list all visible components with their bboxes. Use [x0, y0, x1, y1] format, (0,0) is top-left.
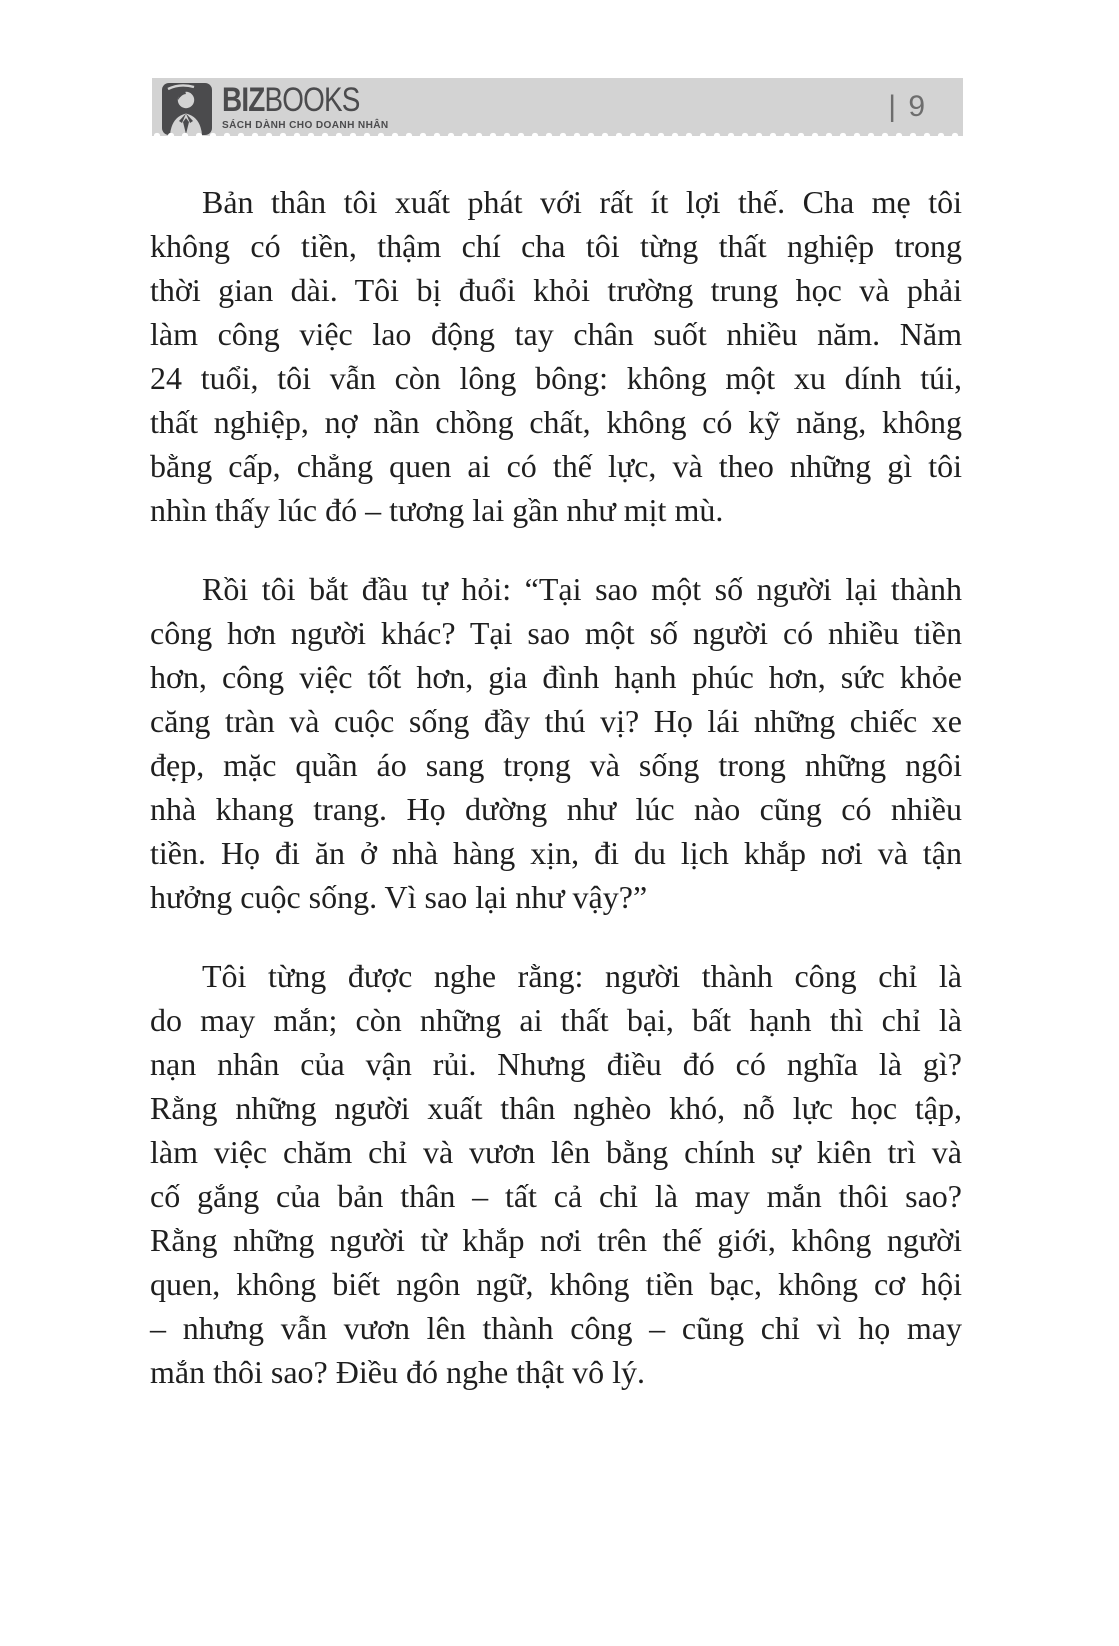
- text-line: tiền. Họ đi ăn ở nhà hàng xịn, đi du lịch khắp nơi và tận: [150, 835, 962, 871]
- text-line: căng tràn và cuộc sống đầy thú vị? Họ lái những chiếc xe: [150, 703, 962, 739]
- logo-text: [222, 80, 396, 131]
- text-line: không có tiền, thậm chí cha tôi từng thất nghiệp trong: [150, 228, 962, 264]
- text-line: Rồi tôi bắt đầu tự hỏi: “Tại sao một số người lại thành: [202, 571, 962, 607]
- text-line: do may mắn; còn những ai thất bại, bất hạnh thì chỉ là: [150, 1002, 962, 1038]
- text-line: – nhưng vẫn vươn lên thành công – cũng chỉ vì họ may: [150, 1310, 962, 1346]
- header-bar: [152, 78, 963, 136]
- text-line: làm công việc lao động tay chân suốt nhiều năm. Năm: [150, 316, 962, 352]
- text-block: [150, 180, 962, 1394]
- text-line: Rằng những người từ khắp nơi trên thế giới, không người: [150, 1222, 962, 1258]
- text-line: thời gian dài. Tôi bị đuổi khỏi trường trung học và phải: [150, 272, 962, 308]
- text-line: thất nghiệp, nợ nần chồng chất, không có kỹ năng, không: [150, 404, 962, 440]
- text-line: làm việc chăm chỉ và vươn lên bằng chính sự kiên trì và: [150, 1134, 962, 1170]
- text-line: cố gắng của bản thân – tất cả chỉ là may mắn thôi sao?: [150, 1178, 962, 1214]
- paragraph: [150, 567, 962, 919]
- text-line: mắn thôi sao? Điều đó nghe thật vô lý.: [150, 1354, 646, 1390]
- text-line: Rằng những người xuất thân nghèo khó, nỗ lực học tập,: [150, 1090, 962, 1126]
- text-line: 24 tuổi, tôi vẫn còn lông bông: không một xu dính túi,: [150, 360, 962, 396]
- text-line: nạn nhân của vận rủi. Nhưng điều đó có nghĩa là gì?: [150, 1046, 962, 1082]
- text-line: đẹp, mặc quần áo sang trọng và sống trong những ngôi: [150, 747, 962, 783]
- text-line: quen, không biết ngôn ngữ, không tiền bạc, không cơ hội: [150, 1266, 962, 1302]
- brand-name: [222, 80, 364, 119]
- text-line: Bản thân tôi xuất phát với rất ít lợi thế. Cha mẹ tôi: [202, 184, 962, 220]
- text-line: công hơn người khác? Tại sao một số người có nhiều tiền: [150, 615, 962, 651]
- text-line: hưởng cuộc sống. Vì sao lại như vậy?”: [150, 879, 648, 915]
- text-line: bằng cấp, chẳng quen ai có thế lực, và theo những gì tôi: [150, 448, 962, 484]
- paragraph: [150, 180, 962, 532]
- text-line: hơn, công việc tốt hơn, gia đình hạnh phúc hơn, sức khỏe: [150, 659, 962, 695]
- text-line: nhà khang trang. Họ dường như lúc nào cũng có nhiều: [150, 791, 962, 827]
- businessman-book-icon: [161, 80, 213, 136]
- paragraph: [150, 954, 962, 1394]
- brand-name-books: BOOKS: [264, 80, 360, 119]
- page-number: | 9: [888, 90, 927, 123]
- text-line: nhìn thấy lúc đó – tương lai gần như mịt mù.: [150, 492, 724, 528]
- text-line: Tôi từng được nghe rằng: người thành công chỉ là: [202, 958, 962, 994]
- brand-tagline: SÁCH DÀNH CHO DOANH NHÂN: [222, 118, 389, 131]
- brand-name-biz: BIZ: [222, 80, 265, 119]
- bizbooks-logo: [152, 78, 396, 136]
